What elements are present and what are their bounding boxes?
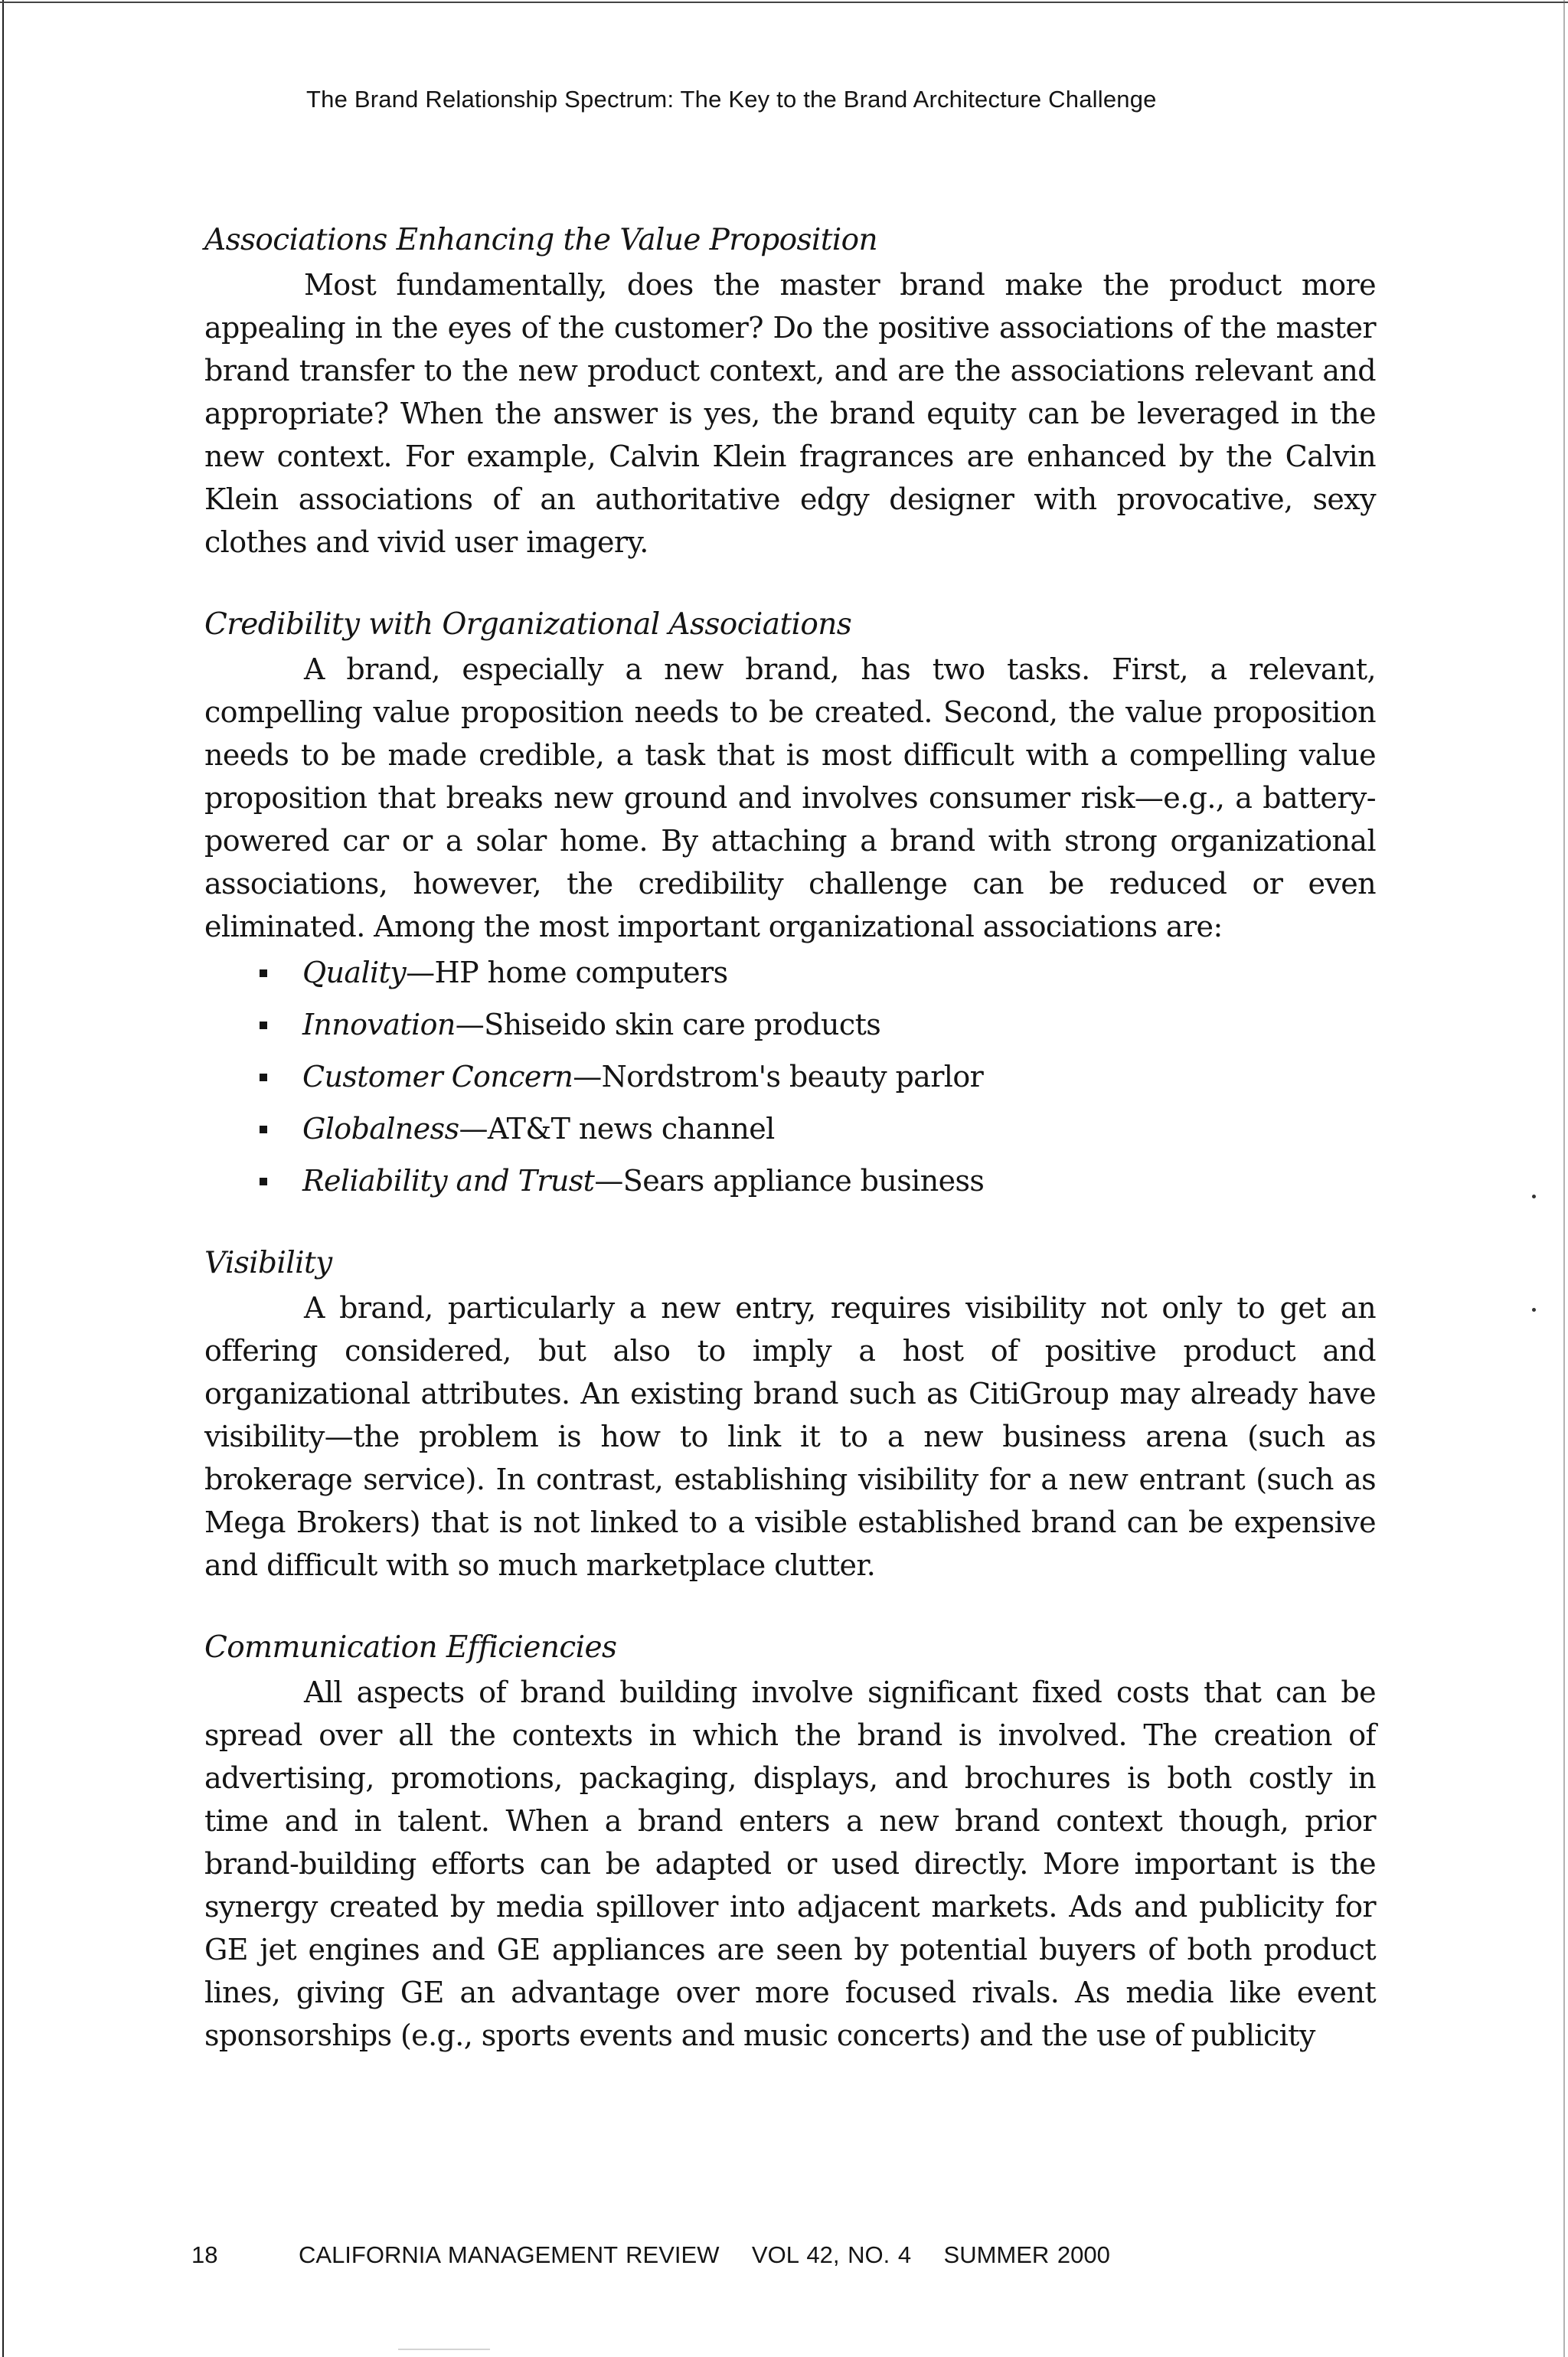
list-item — [204, 1107, 1376, 1150]
bullet-example: Shiseido skin care products — [484, 1008, 881, 1041]
section-heading: Visibility — [204, 1246, 332, 1280]
scan-speck — [1532, 1195, 1536, 1198]
journal-title: CALIFORNIA MANAGEMENT REVIEW — [299, 2241, 720, 2268]
bullet-icon — [260, 1178, 267, 1185]
section-heading: Credibility with Organizational Associations — [204, 607, 852, 642]
bullet-term: Globalness — [302, 1112, 459, 1146]
section-paragraph: Most fundamentally, does the master brand make the product more appealing in the eyes of the customer? Do the positive associations of the master brand transfer to the new product context, and are the associations relevant and appropriate? When the answer is yes, the brand equity can be leveraged in the new context. For example, Calvin Klein fragrances are enhanced by the Calvin Klein associations of an authoritative edgy designer with provocative, sexy clothes and vivid user imagery. — [204, 268, 1376, 559]
section-credibility — [204, 603, 1376, 1202]
volume-issue: VOL 42, NO. 4 — [751, 2241, 912, 2268]
section-paragraph: All aspects of brand building involve significant fixed costs that can be spread over all the contexts in which the brand is involved. The creation of advertising, promotions, packaging, displays, and brochures is both costly in time and in talent. When a brand enters a new brand context though, prior brand-building efforts can be adapted or used directly. More important is the synergy created by media spillover into adjacent markets. Ads and publicity for GE jet engines and GE appliances are seen by potential buyers of both product lines, giving GE an advantage over more focused rivals. As media like event sponsorships (e.g., sports events and music concerts) and the use of publicity — [204, 1675, 1376, 2052]
section-visibility — [204, 1242, 1376, 1587]
bullet-dash: — — [455, 1008, 485, 1041]
bullet-icon — [260, 969, 267, 977]
bullet-dash: — — [573, 1060, 602, 1094]
section-value-proposition — [204, 219, 1376, 564]
section-paragraph: A brand, particularly a new entry, requires visibility not only to get an offering considered, but also to imply a host of positive product and organizational attributes. An existing brand such as CitiGroup may already have visibility—the problem is how to link it to a new business arena (such as brokerage service). In contrast, establishing visibility for a new entrant (such as Mega Brokers) that is not linked to a visible established brand can be expensive and difficult with so much marketplace clutter. — [204, 1291, 1376, 1582]
bullet-icon — [260, 1074, 267, 1081]
bullet-example: HP home computers — [434, 956, 728, 989]
bullet-icon — [260, 1022, 267, 1029]
bullet-dash: — — [594, 1164, 623, 1198]
bullet-example: AT&T news channel — [487, 1112, 775, 1146]
section-heading: Associations Enhancing the Value Proposition — [204, 223, 878, 257]
bullet-term: Innovation — [302, 1008, 456, 1041]
section-heading: Communication Efficiencies — [204, 1630, 617, 1665]
bullet-dash: — — [406, 956, 435, 989]
running-head: The Brand Relationship Spectrum: The Key to the Brand Architecture Challenge — [306, 86, 1157, 113]
list-item — [204, 951, 1376, 994]
bullet-term: Customer Concern — [302, 1060, 573, 1094]
scan-speck — [1532, 1308, 1536, 1312]
organizational-associations-list — [204, 951, 1376, 1202]
list-item — [204, 1003, 1376, 1046]
section-communication-efficiencies — [204, 1626, 1376, 2057]
page-footer — [191, 2241, 1416, 2269]
bullet-example: Nordstrom's beauty parlor — [601, 1060, 984, 1094]
section-paragraph: A brand, especially a new brand, has two tasks. First, a relevant, compelling value proposition needs to be created. Second, the value proposition needs to be made credible, a task that is most difficult with a compelling value proposition that breaks new ground and involves consumer risk—e.g., a battery-powered car or a solar home. By attaching a brand with strong organizational associations, however, the credibility challenge can be reduced or even eliminated. Among the most important organizational associations are: — [204, 652, 1376, 943]
bullet-icon — [260, 1126, 267, 1133]
list-item — [204, 1159, 1376, 1202]
bullet-dash: — — [459, 1112, 488, 1146]
page-number: 18 — [191, 2241, 218, 2268]
list-item — [204, 1055, 1376, 1098]
bullet-example: Sears appliance business — [622, 1164, 985, 1198]
bullet-term: Reliability and Trust — [302, 1164, 595, 1198]
article-body — [204, 219, 1376, 2057]
issue-date: SUMMER 2000 — [943, 2241, 1110, 2268]
bullet-term: Quality — [302, 956, 407, 989]
